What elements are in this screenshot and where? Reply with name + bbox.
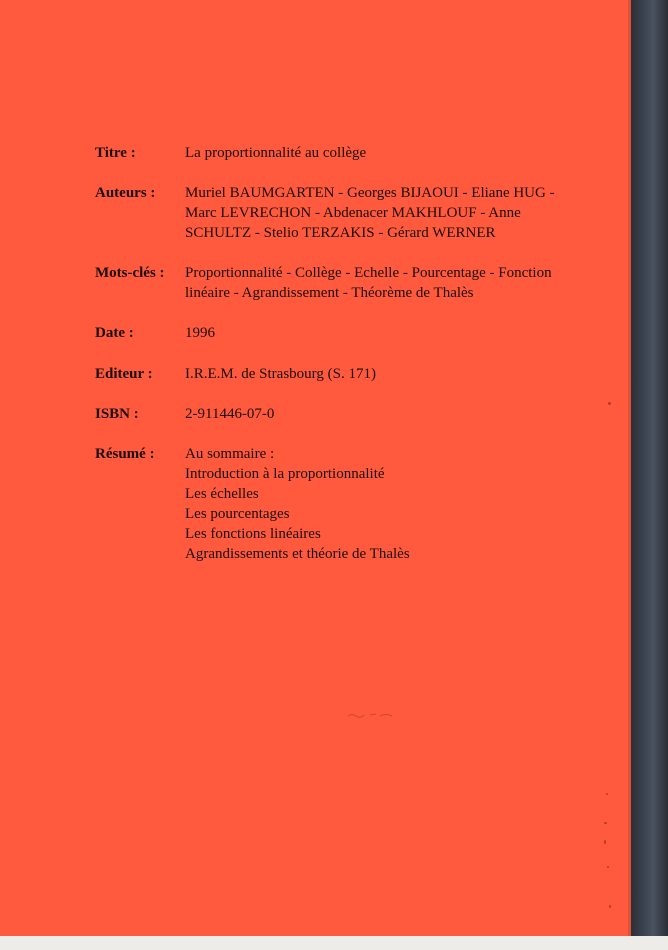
auteurs-line: Muriel BAUMGARTEN - Georges BIJAOUI - Eliane HUG - bbox=[185, 185, 555, 201]
auteurs-value bbox=[185, 183, 595, 243]
resume-value bbox=[185, 444, 595, 564]
editeur-value bbox=[185, 364, 595, 384]
isbn-label: ISBN : bbox=[95, 406, 139, 422]
isbn-value bbox=[185, 404, 595, 424]
scan-speck bbox=[604, 840, 606, 844]
resume-label: Résumé : bbox=[95, 446, 155, 462]
auteurs-line: Marc LEVRECHON - Abdenacer MAKHLOUF - Anne bbox=[185, 205, 521, 221]
resume-line: Agrandissements et théorie de Thalès bbox=[185, 546, 410, 562]
auteurs-label: Auteurs : bbox=[95, 185, 156, 201]
isbn-text: 2-911446-07-0 bbox=[185, 406, 275, 422]
scan-speck bbox=[608, 402, 611, 405]
scan-speck bbox=[607, 866, 609, 868]
mots-cles-label: Mots-clés : bbox=[95, 265, 165, 281]
mots-cles-value bbox=[185, 263, 595, 303]
date-text: 1996 bbox=[185, 325, 215, 341]
mots-cles-line: Proportionnalité - Collège - Echelle - Pourcentage - Fonction bbox=[185, 265, 552, 281]
titre-text: La proportionnalité au collège bbox=[185, 145, 367, 161]
book-spine bbox=[631, 0, 668, 936]
page-margin bbox=[0, 936, 668, 950]
scan-speck bbox=[609, 905, 611, 908]
titre-label: Titre : bbox=[95, 145, 136, 161]
editeur-label: Editeur : bbox=[95, 366, 153, 382]
scan-speck bbox=[606, 793, 608, 795]
resume-line: Introduction à la proportionnalité bbox=[185, 466, 385, 482]
pencil-smudge bbox=[346, 711, 396, 719]
editeur-text: I.R.E.M. de Strasbourg (S. 171) bbox=[185, 366, 376, 382]
resume-line: Les fonctions linéaires bbox=[185, 526, 321, 542]
resume-line: Les pourcentages bbox=[185, 506, 290, 522]
scan-speck bbox=[604, 822, 607, 824]
date-label: Date : bbox=[95, 325, 134, 341]
auteurs-line: SCHULTZ - Stelio TERZAKIS - Gérard WERNER bbox=[185, 225, 496, 241]
date-value bbox=[185, 323, 595, 343]
mots-cles-line: linéaire - Agrandissement - Théorème de Thalès bbox=[185, 285, 474, 301]
resume-line: Au sommaire : bbox=[185, 446, 275, 462]
titre-value bbox=[185, 143, 595, 163]
resume-line: Les échelles bbox=[185, 486, 259, 502]
